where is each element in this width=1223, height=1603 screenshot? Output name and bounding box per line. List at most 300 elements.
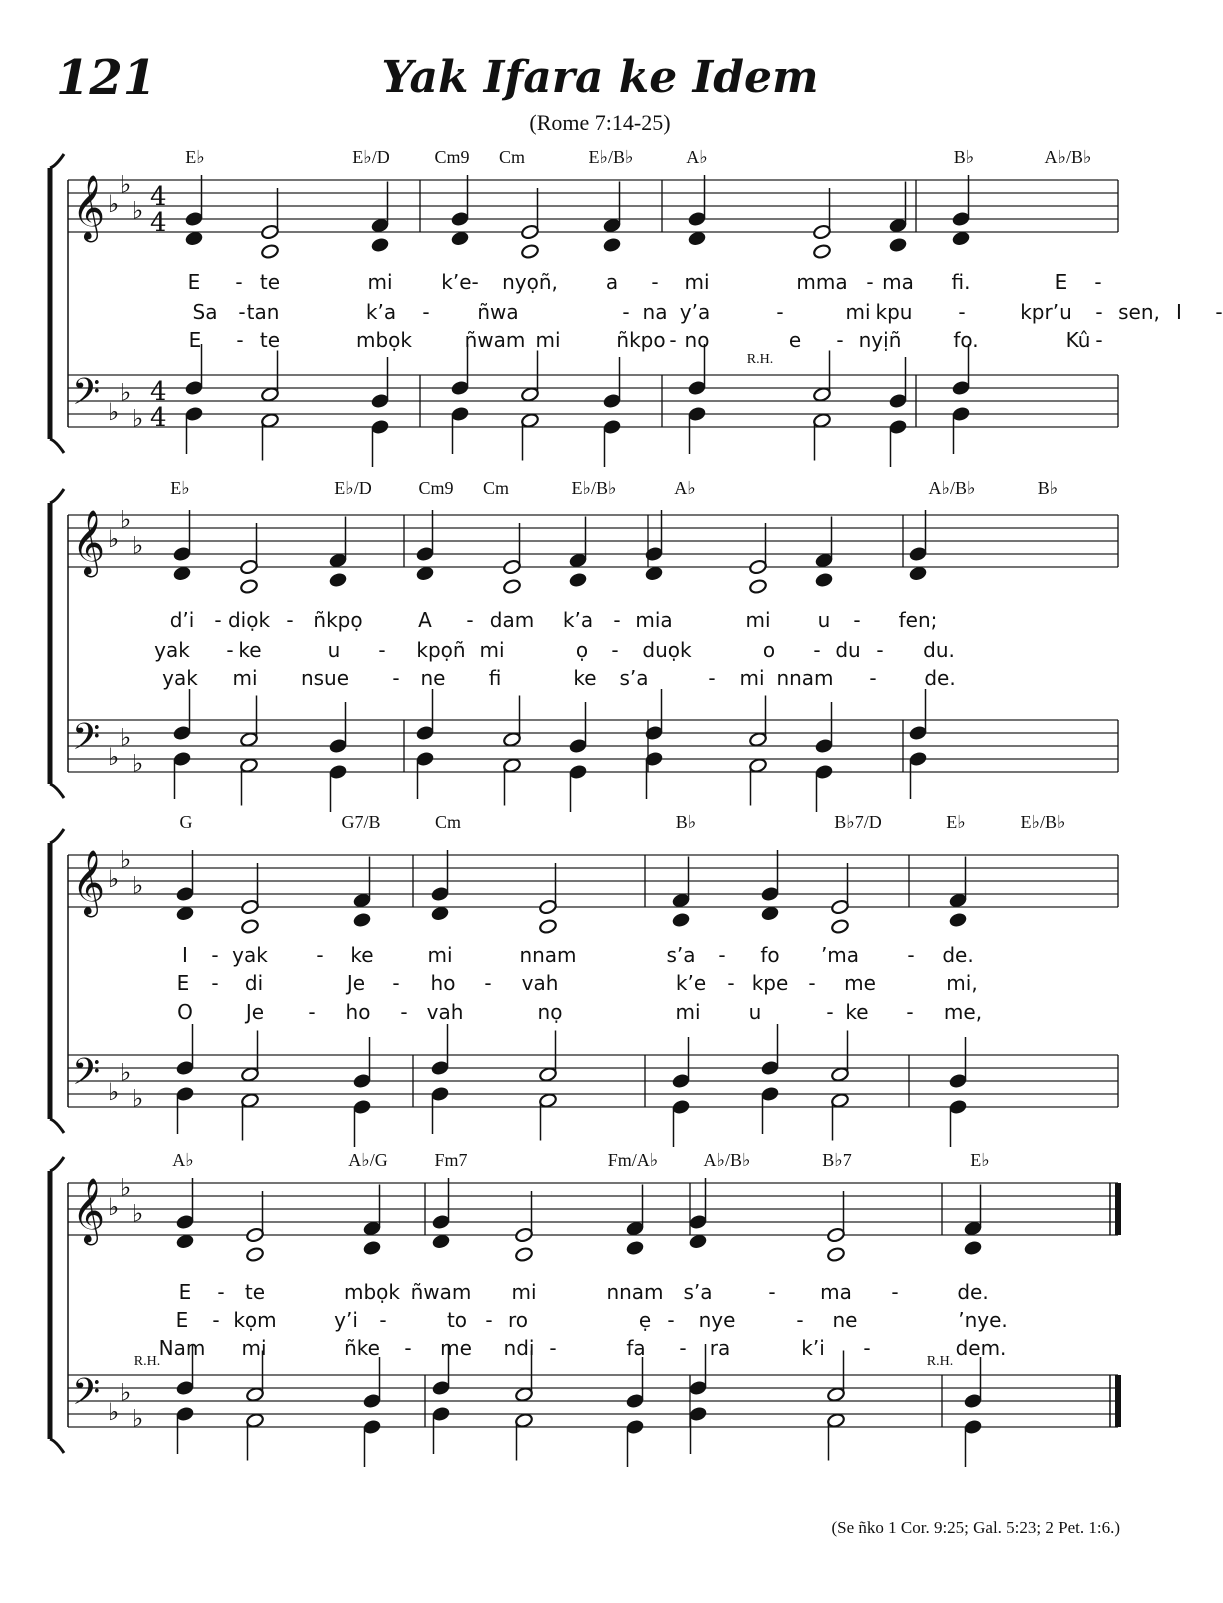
chord-symbol: Cm9 (418, 478, 454, 498)
hymn-number: 121 (56, 50, 157, 106)
notehead (241, 919, 260, 935)
lyric-hyphen: - (422, 300, 430, 324)
lyric-syllable: kpe (751, 971, 789, 995)
notehead (240, 559, 259, 575)
lyric-syllable: tan (246, 300, 280, 324)
notehead (672, 912, 691, 928)
lyric-hyphen: - (214, 608, 222, 632)
notehead (688, 211, 707, 227)
lyric-hyphen: - (891, 1280, 899, 1304)
treble-clef: 𝄞 (72, 510, 106, 575)
chord-symbol: E♭/B♭ (1020, 812, 1066, 832)
notehead (672, 893, 691, 909)
lyric-syllable: te (259, 328, 281, 352)
lyric-syllable: ’nye. (958, 1308, 1008, 1332)
right-hand-marking: R.H. (746, 352, 774, 367)
chord-symbol: Cm (482, 478, 510, 498)
lyric-syllable: mi (479, 638, 505, 662)
notehead (909, 725, 928, 741)
lyric-syllable: ne (832, 1308, 858, 1332)
notehead (431, 906, 450, 922)
bracket-bottom (50, 439, 64, 453)
chord-symbol: B♭7/D (834, 812, 882, 832)
lyric-syllable: mbọk (356, 328, 412, 352)
lyric-syllable: u (817, 608, 831, 632)
notehead (827, 1387, 846, 1403)
lyric-hyphen: - (679, 1336, 687, 1360)
notehead (949, 1099, 968, 1115)
notehead (964, 1240, 983, 1256)
lyric-syllable: kpọñ (416, 638, 466, 662)
lyric-syllable: yak (162, 666, 198, 690)
lyric-hyphen: - (906, 1000, 914, 1024)
lyric-syllable: d’i (169, 608, 195, 632)
lyric-hyphen: - (400, 1000, 408, 1024)
lyric-syllable: E (175, 1308, 189, 1332)
lyric-syllable: u (327, 638, 341, 662)
notehead (246, 1247, 265, 1263)
lyric-syllable: ne (420, 666, 446, 690)
lyric-syllable: ma (882, 270, 914, 294)
notehead (761, 1060, 780, 1076)
notehead (949, 912, 968, 928)
notehead (689, 1406, 708, 1422)
lyric-syllable: ọ (575, 638, 589, 662)
lyric-syllable: kọm (233, 1308, 277, 1332)
notehead (353, 1099, 372, 1115)
notehead (185, 380, 204, 396)
notehead (176, 1380, 195, 1396)
notehead (909, 566, 928, 582)
lyric-syllable: k’i (801, 1336, 825, 1360)
notehead (240, 579, 259, 595)
notehead (371, 393, 390, 409)
lyric-syllable: me (440, 1336, 472, 1360)
lyric-syllable: Nam (158, 1336, 206, 1360)
lyric-syllable: kpr’u (1020, 300, 1072, 324)
notehead (176, 1214, 195, 1230)
lyric-syllable: sen, (1118, 300, 1160, 324)
notehead (689, 1380, 708, 1396)
lyric-syllable: ñwam (410, 1280, 472, 1304)
notehead (173, 566, 192, 582)
lyric-syllable: duọk (642, 638, 692, 662)
notehead (569, 764, 588, 780)
lyric-hyphen: - (651, 270, 659, 294)
notehead (603, 218, 622, 234)
chord-symbol: A♭/B♭ (928, 478, 976, 498)
lyric-syllable: nọ (537, 1000, 563, 1024)
key-flat: ♭ (120, 505, 132, 534)
notehead (241, 899, 260, 915)
key-flat: ♭ (120, 845, 132, 874)
lyric-syllable: fo (760, 943, 780, 967)
notehead (909, 751, 928, 767)
lyric-syllable: s’a (619, 666, 649, 690)
lyric-syllable: y’a (679, 300, 711, 324)
notehead (329, 553, 348, 569)
notehead (363, 1240, 382, 1256)
lyric-syllable: vah (521, 971, 559, 995)
notehead (240, 758, 259, 774)
chord-symbol: A♭ (172, 1150, 194, 1170)
lyric-hyphen: - (808, 971, 816, 995)
notehead (813, 387, 832, 403)
lyric-syllable: mbọk (344, 1280, 400, 1304)
lyric-hyphen: - (613, 608, 621, 632)
bracket-top (50, 829, 64, 843)
key-flat: ♭ (120, 723, 132, 752)
key-flat: ♭ (132, 196, 144, 225)
notehead (815, 738, 834, 754)
lyric-syllable: vah (426, 1000, 464, 1024)
lyric-syllable: fi. (951, 270, 971, 294)
lyric-syllable: s’a (666, 943, 696, 967)
notehead (761, 1086, 780, 1102)
notehead (689, 1214, 708, 1230)
lyric-syllable: ñkpọ (313, 608, 363, 632)
notehead (521, 413, 540, 429)
notehead (626, 1221, 645, 1237)
notehead (173, 725, 192, 741)
lyric-syllable: E (176, 971, 190, 995)
notehead (176, 1086, 195, 1102)
notehead (688, 231, 707, 247)
notehead (626, 1240, 645, 1256)
key-flat: ♭ (108, 398, 120, 426)
notehead (329, 738, 348, 754)
lyric-hyphen: - (826, 1000, 834, 1024)
lyric-syllable: fa (626, 1336, 646, 1360)
lyric-hyphen: - (667, 1308, 675, 1332)
lyric-hyphen: - (392, 971, 400, 995)
notehead (688, 406, 707, 422)
notehead (503, 758, 522, 774)
notehead (672, 1099, 691, 1115)
notehead (749, 732, 768, 748)
notehead (521, 387, 540, 403)
lyric-hyphen: - (211, 943, 219, 967)
lyric-hyphen: - (836, 328, 844, 352)
lyric-syllable: mi (535, 328, 561, 352)
lyric-hyphen: - (235, 270, 243, 294)
chord-symbol: Fm7 (434, 1150, 468, 1170)
lyric-syllable: du. (923, 638, 955, 662)
lyric-syllable: y’i (334, 1308, 358, 1332)
lyric-syllable: Je (346, 971, 366, 995)
key-flat: ♭ (108, 865, 120, 893)
lyric-syllable: k’a (562, 608, 594, 632)
lyric-syllable: u (748, 1000, 762, 1024)
lyric-syllable: ñkpo (616, 328, 666, 352)
notehead (952, 231, 971, 247)
lyric-syllable: du (835, 638, 861, 662)
lyric-syllable: ho (430, 971, 456, 995)
lyric-syllable: k’e (675, 971, 707, 995)
notehead (329, 764, 348, 780)
treble-clef: 𝄞 (72, 850, 106, 915)
chord-symbol: B♭ (1037, 478, 1059, 498)
notehead (949, 1073, 968, 1089)
lyric-syllable: di (244, 971, 264, 995)
bass-clef: 𝄢 (72, 716, 101, 767)
lyric-syllable: I (182, 943, 188, 967)
lyric-hyphen: - (238, 300, 246, 324)
notehead (261, 387, 280, 403)
lyric-syllable: nnam (519, 943, 577, 967)
lyric-syllable: me, (943, 1000, 983, 1024)
notehead (827, 1247, 846, 1263)
notehead (515, 1247, 534, 1263)
notehead (603, 393, 622, 409)
lyric-syllable: mi (745, 608, 771, 632)
lyric-syllable: dem. (955, 1336, 1007, 1360)
key-flat: ♭ (108, 1398, 120, 1426)
lyric-syllable: mi (427, 943, 453, 967)
lyric-syllable: nye (698, 1308, 736, 1332)
right-hand-marking: R.H. (926, 1354, 954, 1369)
lyric-syllable: fen; (898, 608, 938, 632)
notehead (813, 413, 832, 429)
notehead (246, 1413, 265, 1429)
notehead (176, 906, 195, 922)
lyric-hyphen: - (622, 300, 630, 324)
notehead (539, 919, 558, 935)
key-flat: ♭ (132, 1084, 144, 1113)
notehead (246, 1227, 265, 1243)
lyric-hyphen: - (217, 1280, 225, 1304)
notehead (889, 393, 908, 409)
notehead (952, 380, 971, 396)
lyric-hyphen: - (484, 971, 492, 995)
notehead (261, 413, 280, 429)
key-flat: ♭ (108, 190, 120, 218)
key-flat: ♭ (108, 743, 120, 771)
chord-symbol: E♭ (185, 147, 205, 167)
key-flat: ♭ (108, 525, 120, 553)
notehead (964, 1221, 983, 1237)
chord-symbol: E♭/B♭ (588, 147, 634, 167)
notehead (626, 1393, 645, 1409)
lyric-syllable: me (844, 971, 876, 995)
bracket-bottom (50, 1119, 64, 1133)
time-signature-top: 4 (150, 182, 167, 212)
bracket-bottom (50, 784, 64, 798)
notehead (432, 1406, 451, 1422)
lyric-hyphen: - (796, 1308, 804, 1332)
lyric-syllable: A (418, 608, 432, 632)
lyric-hyphen: - (611, 638, 619, 662)
lyric-syllable: nsue (300, 666, 350, 690)
notehead (241, 1093, 260, 1109)
lyric-hyphen: - (226, 638, 234, 662)
chord-symbol: Cm9 (434, 147, 470, 167)
chord-symbol: E♭ (970, 1150, 990, 1170)
notehead (371, 419, 390, 435)
notehead (626, 1419, 645, 1435)
bracket-top (50, 154, 64, 168)
notehead (363, 1419, 382, 1435)
chord-symbol: E♭ (170, 478, 190, 498)
lyric-hyphen: - (853, 608, 861, 632)
notehead (889, 218, 908, 234)
lyric-syllable: de. (924, 666, 956, 690)
lyric-hyphen: - (863, 1336, 871, 1360)
lyric-syllable: dam (489, 608, 535, 632)
notehead (952, 406, 971, 422)
notehead (813, 244, 832, 260)
notehead (889, 419, 908, 435)
notehead (432, 1234, 451, 1250)
lyric-hyphen: - (813, 638, 821, 662)
notehead (761, 886, 780, 902)
notehead (827, 1227, 846, 1243)
notehead (176, 1234, 195, 1250)
chord-symbol: A♭ (674, 478, 696, 498)
lyric-syllable: a (605, 270, 619, 294)
notehead (363, 1393, 382, 1409)
notehead (964, 1419, 983, 1435)
notehead (353, 912, 372, 928)
notehead (432, 1214, 451, 1230)
lyric-hyphen: - (212, 1308, 220, 1332)
notehead (909, 546, 928, 562)
notehead (451, 380, 470, 396)
lyric-syllable: E (187, 270, 201, 294)
right-hand-marking: R.H. (133, 1354, 161, 1369)
notehead (503, 579, 522, 595)
lyric-syllable: to (446, 1308, 468, 1332)
scripture-reference: (Rome 7:14-25) (529, 110, 671, 135)
lyric-hyphen: - (866, 270, 874, 294)
lyric-syllable: diọk (227, 608, 271, 632)
chord-symbol: A♭/G (348, 1150, 388, 1170)
chord-symbol: G7/B (341, 812, 381, 832)
notehead (371, 237, 390, 253)
notehead (827, 1413, 846, 1429)
treble-clef: 𝄞 (72, 175, 106, 240)
lyric-syllable: ke (238, 638, 262, 662)
notehead (185, 406, 204, 422)
key-flat: ♭ (120, 1378, 132, 1407)
lyric-syllable: te (244, 1280, 266, 1304)
lyric-hyphen: - (718, 943, 726, 967)
lyric-syllable: Kû (1065, 328, 1091, 352)
lyric-hyphen: - (211, 971, 219, 995)
lyric-hyphen: - (316, 943, 324, 967)
notehead (329, 572, 348, 588)
notehead (416, 566, 435, 582)
lyric-syllable: mi (845, 300, 871, 324)
lyric-hyphen: - (379, 1308, 387, 1332)
notehead (515, 1387, 534, 1403)
lyric-hyphen: - (378, 638, 386, 662)
notehead (539, 899, 558, 915)
key-flat: ♭ (120, 1058, 132, 1087)
key-flat: ♭ (120, 1173, 132, 1202)
time-signature-bottom: 4 (150, 208, 167, 238)
lyric-syllable: ke (573, 666, 597, 690)
lyric-hyphen: - (1215, 300, 1223, 324)
bracket-bottom (50, 1439, 64, 1453)
notehead (176, 1060, 195, 1076)
bass-clef: 𝄢 (72, 1371, 101, 1422)
lyric-hyphen: - (958, 300, 966, 324)
notehead (521, 224, 540, 240)
lyric-hyphen: - (404, 1336, 412, 1360)
key-flat: ♭ (132, 749, 144, 778)
lyric-hyphen: - (669, 328, 677, 352)
hymn-title: Yak Ifara ke Idem (381, 52, 819, 103)
notehead (569, 572, 588, 588)
notehead (949, 893, 968, 909)
notehead (569, 553, 588, 569)
lyric-syllable: ñke (344, 1336, 380, 1360)
notehead (813, 224, 832, 240)
lyric-syllable: ke (350, 943, 374, 967)
key-flat: ♭ (108, 1078, 120, 1106)
notehead (261, 244, 280, 260)
lyric-syllable: de. (957, 1280, 989, 1304)
key-flat: ♭ (132, 871, 144, 900)
notehead (416, 546, 435, 562)
lyric-syllable: e (788, 328, 802, 352)
bracket-top (50, 1157, 64, 1171)
lyric-syllable: fo. (953, 328, 979, 352)
key-flat: ♭ (108, 1193, 120, 1221)
notehead (603, 237, 622, 253)
lyric-syllable: mi, (946, 971, 978, 995)
lyric-syllable: ke (845, 1000, 869, 1024)
notehead (815, 572, 834, 588)
chord-symbol: B♭ (675, 812, 697, 832)
lyric-syllable: E (188, 328, 202, 352)
lyric-syllable: o (762, 638, 776, 662)
chord-symbol: Fm/A♭ (607, 1150, 659, 1170)
lyric-syllable: E (178, 1280, 192, 1304)
notehead (749, 758, 768, 774)
notehead (173, 751, 192, 767)
notehead (515, 1227, 534, 1243)
lyric-syllable: ñwa (477, 300, 519, 324)
notehead (261, 224, 280, 240)
lyric-hyphen: - (768, 1280, 776, 1304)
notehead (176, 886, 195, 902)
notehead (416, 725, 435, 741)
lyric-syllable: te (259, 270, 281, 294)
lyric-syllable: mi (232, 666, 258, 690)
lyric-syllable: mi (675, 1000, 701, 1024)
lyric-syllable: nnam (776, 666, 834, 690)
lyric-syllable: mi (511, 1280, 537, 1304)
lyric-syllable: ndi (503, 1336, 535, 1360)
notehead (689, 1234, 708, 1250)
notehead (749, 559, 768, 575)
lyric-hyphen: - (776, 300, 784, 324)
notehead (539, 1093, 558, 1109)
lyric-hyphen: - (1095, 328, 1103, 352)
notehead (185, 211, 204, 227)
lyric-hyphen: - (1095, 300, 1103, 324)
notehead (831, 919, 850, 935)
lyric-syllable: mi (241, 1336, 267, 1360)
chord-symbol: E♭/D (352, 147, 390, 167)
notehead (503, 732, 522, 748)
chord-symbol: Cm (498, 147, 526, 167)
notehead (603, 419, 622, 435)
final-barline-thick (1115, 1183, 1121, 1235)
time-signature-top: 4 (150, 377, 167, 407)
